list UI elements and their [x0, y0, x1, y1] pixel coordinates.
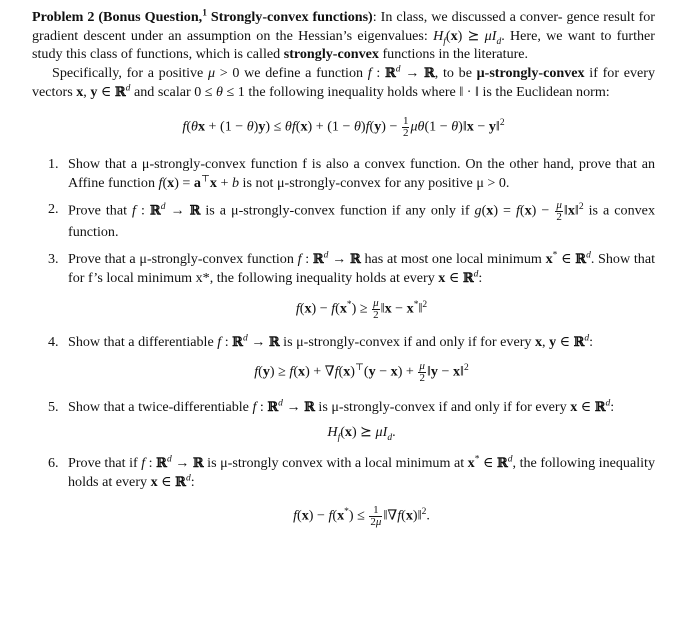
question-list [32, 155, 655, 528]
question-6: 6. Prove that if f : ℝ$^d$ → ℝ is μ-strongly convex with a local minimum at x* ∈ ℝ$^d$, the following inequality holds at every x ∈ ℝ$^d$: f(x) − f(x*) ≤ $\frac{1}{2\mu}$ ‖∇f(x)‖$^2$. [48, 454, 656, 528]
question-4: 4. Show that a differentiable f : ℝ$^d$ → ℝ is μ-strongly-convex if and only if for every x, y ∈ ℝ$^d$: f(y) ≥ f(x) + ∇f(x)⊤(y − x) + $\frac{\mu}{2}$ ‖y − x‖$^2$ [32, 333, 655, 384]
problem-heading: Problem 2 (Bonus Question,$^1$ Strongly-convex functions) [32, 8, 373, 25]
question-1: 1. Show that a μ-strongly-convex function f is also a convex function. On the other hand, prove that an Affine function f(x) = a⊤x + b is not μ-strongly-convex for any positive μ > 0. [48, 155, 655, 191]
problem-intro: Problem 2 (Bonus Question,$^1$ Strongly-convex functions): In class, we discussed a conver- gence result for gradient descent under an assumption on the Hessian’s eigenvalues: $H_f(x)$ ⪰ $\mu I_d$. Here, we want to further study this class of functions, which is called strongly-convex functions in the literature. [32, 8, 656, 63]
question-2: 2. Prove that f : ℝ$^d$ → ℝ is a μ-strongly-convex function if any only if g(x) = f(x) − $\frac{\mu}{2}$ ‖x‖$^2$ is a convex function. [48, 199, 655, 241]
question-6-inequality: f(x) − f(x*) ≤ $\frac{1}{2\mu}$ ‖∇f(x)‖$^2$. [293, 503, 430, 528]
question-5-inequality: $H_f(x)$ ⪰ $\mu I_d$. [327, 424, 396, 443]
question-3: 3. Prove that a μ-strongly-convex function f : ℝ$^d$ → ℝ has at most one local minimum x* ∈ ℝ$^d$. Show that for f’s local minimum x*, the following inequality holds at every x ∈ ℝ$^d$: f(x) − f(x*) ≥ $\frac{\mu}{2}$ ‖x − x*‖$^2$ [48, 250, 655, 321]
strong-convexity-definition: Specifically, for a positive μ > 0 we define a function f : ℝ$^d$ → ℝ, to be μ-strongly-convex if for every vectors x, y ∈ ℝ$^d$ and scalar 0 ≤ θ ≤ 1 the following inequality holds where ‖ · ‖ is the Euclidean norm: [32, 64, 655, 101]
question-3-inequality: f(x) − f(x*) ≥ $\frac{\mu}{2}$ ‖x − x*‖$^2$ [295, 296, 428, 321]
question-4-inequality: f(y) ≥ f(x) + ∇f(x)⊤(y − x) + $\frac{\mu}{2}$ ‖y − x‖$^2$ [254, 359, 469, 384]
definition-inequality: f(θx + (1 − θ)y) ≤ θf(x) + (1 − θ)f(y) − $\frac{1}{2}$ μθ(1 − θ)‖x − y‖$^2$ [182, 114, 505, 139]
question-5: 5. Show that a twice-differentiable f : ℝ$^d$ → ℝ is μ-strongly-convex if and only if for every x ∈ ℝ$^d$: $H_f(x)$ ⪰ $\mu I_d$. [32, 398, 655, 442]
